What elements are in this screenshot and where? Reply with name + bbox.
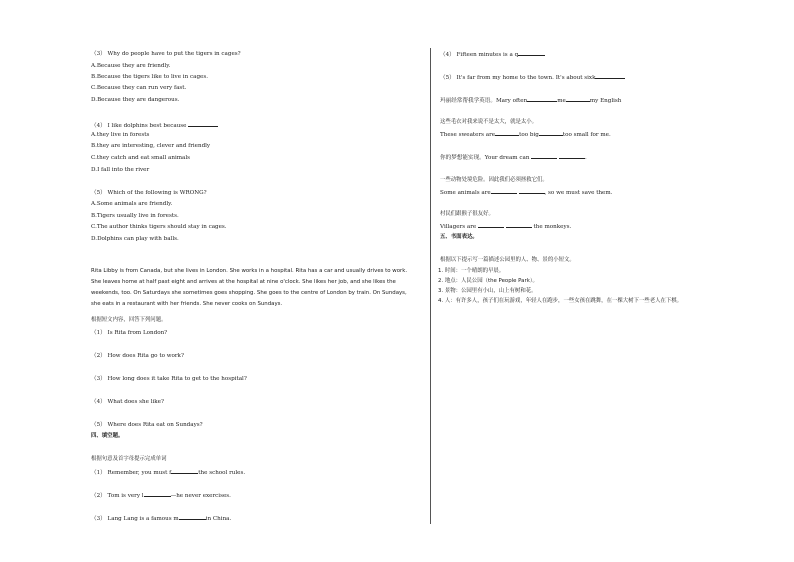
reading-question-2: （2） How does Rita go to work?	[91, 353, 184, 359]
translate-text: too small for me.	[562, 132, 611, 138]
passage-line: Rita Libby is from Canada, but she lives in London. She works in a hospital. Rita has a car and usually drives to work.	[91, 268, 408, 274]
answer-blank[interactable]	[566, 96, 590, 102]
fill-instruction: 根据句意及首字母提示完成单词	[91, 456, 167, 462]
writing-point-2: 2. 地点：人民公园（the People Park）。	[438, 278, 538, 284]
answer-blank[interactable]	[179, 514, 206, 520]
answer-blank[interactable]	[478, 222, 504, 228]
question-3-option-a: A.Because they are friendly.	[91, 63, 171, 69]
section-5-title: 五、书面表达。	[440, 234, 478, 240]
translate-item-1	[440, 96, 621, 105]
reading-question-1: （1） Is Rita from London?	[91, 330, 168, 336]
answer-blank[interactable]	[559, 153, 585, 159]
answer-blank[interactable]	[495, 130, 519, 136]
question-4-option-c: C.they catch and eat small animals	[91, 155, 191, 161]
writing-point-1: 1. 时间：一个晴朗的早晨。	[438, 268, 505, 274]
translate-text: the monkeys.	[533, 224, 572, 230]
fill-item-3	[91, 514, 231, 523]
question-5-option-a: A.Some animals are friendly.	[91, 201, 173, 207]
question-3-option-c: C.Because they can run very fast.	[91, 85, 187, 91]
translate-item-3	[440, 153, 587, 162]
question-3-stem: （3） Why do people have to put the tigers in cages?	[91, 51, 241, 57]
fill-item-5	[440, 73, 625, 82]
writing-instruction: 根据以下提示写一篇描述公园里的人、物、景的小短文。	[440, 257, 575, 263]
column-divider	[430, 48, 431, 524]
fill-item-text: （1） Remember, you must f	[91, 470, 172, 476]
fill-item-text: in China.	[205, 516, 232, 522]
translate-text: .	[585, 155, 587, 161]
question-5-option-c: C.The author thinks tigers should stay in cages.	[91, 224, 227, 230]
question-3-option-d: D.Because they are dangerous.	[91, 97, 180, 103]
answer-blank[interactable]	[519, 188, 545, 194]
question-5-option-b: B.Tigers usually live in forests.	[91, 213, 179, 219]
answer-blank[interactable]	[518, 50, 545, 56]
passage-line: weekends, too. On Saturdays she sometimes goes shopping. She goes to the centre of London by train. On Sundays,	[91, 290, 407, 296]
writing-point-3: 3. 景物：公园里有小山，山上有树和花。	[438, 288, 537, 294]
fill-item-2	[91, 491, 231, 500]
question-5-stem: （5） Which of the following is WRONG?	[91, 190, 207, 196]
fill-item-text: （4） Fifteen minutes is a q	[440, 52, 519, 58]
answer-blank[interactable]	[491, 188, 517, 194]
translate-item-5-english	[440, 222, 571, 231]
translate-text: These sweaters are	[440, 132, 496, 138]
section-4-title: 四、填空题。	[91, 433, 124, 439]
question-4-option-a: A.they live in forests	[91, 132, 150, 138]
fill-item-text: （2） Tom is very l	[91, 493, 144, 499]
translate-text: Villagers are	[440, 224, 477, 230]
answer-blank[interactable]	[531, 153, 557, 159]
question-4-stem-text: （4） I like dolphins best because	[91, 123, 187, 129]
translate-text: Some animals are	[440, 190, 491, 196]
question-4-stem	[91, 121, 218, 130]
fill-item-text: （5） It's far from my home to the town. It's about sixk	[440, 75, 596, 81]
passage-line: She leaves home at half past eight and arrives at the hospital at nine o'clock. She likes her job, and she likes the	[91, 279, 396, 285]
translate-item-2-english	[440, 130, 611, 139]
reading-instruction: 根据短文内容，回答下列问题。	[91, 317, 167, 323]
fill-item-1	[91, 468, 245, 477]
answer-blank[interactable]	[188, 121, 218, 127]
question-4-option-d: D.I fall into the river	[91, 167, 150, 173]
fill-item-text: the school rules.	[198, 470, 246, 476]
fill-item-text: —he never exercises.	[170, 493, 231, 499]
reading-question-4: （4） What does she like?	[91, 399, 164, 405]
answer-blank[interactable]	[506, 222, 532, 228]
question-3-option-b: B.Because the tigers like to live in cages.	[91, 74, 208, 80]
answer-blank[interactable]	[171, 468, 198, 474]
answer-blank[interactable]	[144, 491, 171, 497]
fill-item-text: （3） Lang Lang is a famous m	[91, 516, 179, 522]
translate-item-2-chinese: 这些毛衣对我来说不是太大，就是太小。	[440, 119, 538, 125]
writing-point-4: 4. 人：有许多人，孩子们在玩游戏，年轻人在跑步，一些女孩在跳舞，在一棵大树下一些老人在下棋。	[438, 298, 683, 304]
translate-text: , so we must save them.	[544, 190, 613, 196]
answer-blank[interactable]	[527, 96, 557, 102]
passage-line: she eats in a restaurant with her friends. She never cooks on Sundays.	[91, 301, 283, 307]
translate-prompt: 玛丽经常帮我学英语。Mary often	[440, 98, 528, 104]
translate-text: my English	[589, 98, 622, 104]
fill-item-4	[440, 50, 545, 59]
translate-text: me	[557, 98, 566, 104]
answer-blank[interactable]	[595, 73, 625, 79]
translate-text: too big	[519, 132, 539, 138]
translate-item-4-english	[440, 188, 612, 197]
translate-item-4-chinese: 一些动物处境危险。因此我们必须拯救它们。	[440, 177, 548, 183]
reading-question-5: （5） Where does Rita eat on Sundays?	[91, 422, 203, 428]
reading-question-3: （3） How long does it take Rita to get to the hospital?	[91, 376, 247, 382]
question-5-option-d: D.Dolphins can play with balls.	[91, 236, 179, 242]
translate-prompt: 你的梦想能实现。Your dream can	[440, 155, 530, 161]
answer-blank[interactable]	[539, 130, 563, 136]
translate-item-5-chinese: 村民们跟猴子很友好。	[440, 211, 494, 217]
question-4-option-b: B.they are interesting, clever and friendly	[91, 143, 211, 149]
